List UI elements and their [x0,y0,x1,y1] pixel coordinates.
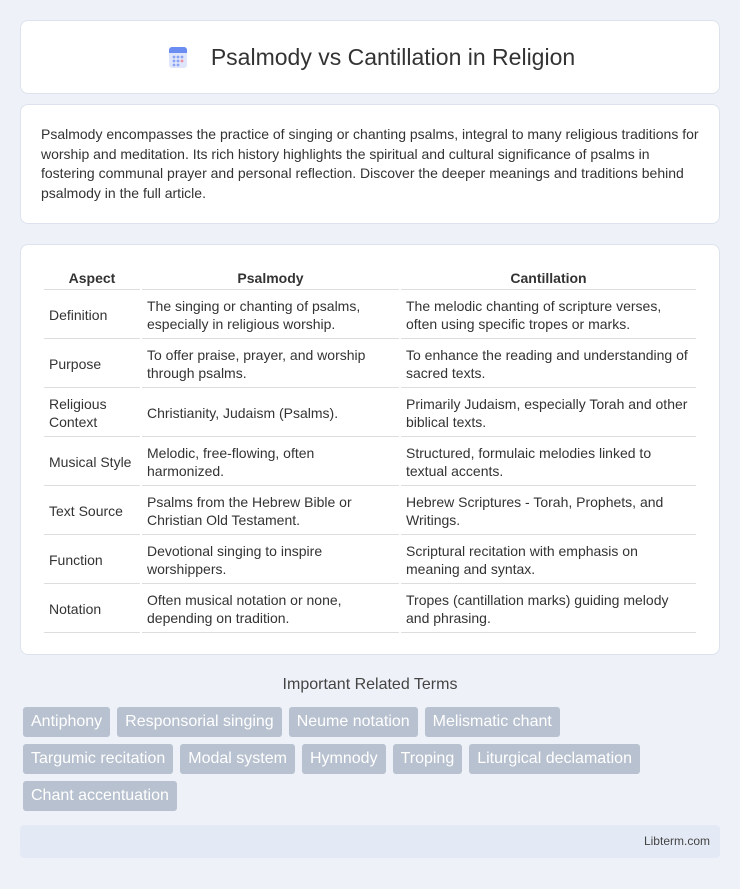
psalmody-cell: Psalms from the Hebrew Bible or Christian Old Testament. [142,488,399,535]
psalmody-cell: Christianity, Judaism (Psalms). [142,390,399,437]
term-tag[interactable]: Troping [393,744,463,774]
cantillation-cell: Structured, formulaic melodies linked to textual accents. [401,439,696,486]
aspect-cell: Musical Style [44,439,140,486]
term-tag[interactable]: Hymnody [302,744,386,774]
page-title: Psalmody vs Cantillation in Religion [210,43,576,70]
term-tag[interactable]: Antiphony [23,707,110,737]
aspect-cell: Text Source [44,488,140,535]
term-tag[interactable]: Chant accentuation [23,781,177,811]
table-row [44,537,696,584]
psalmody-cell: To offer praise, prayer, and worship through psalms. [142,341,399,388]
cantillation-cell: Hebrew Scriptures - Torah, Prophets, and Writings. [401,488,696,535]
cantillation-cell: Tropes (cantillation marks) guiding melody and phrasing. [401,586,696,633]
comparison-table [42,265,698,635]
footer [20,825,720,858]
table-row [44,439,696,486]
cantillation-cell: Scriptural recitation with emphasis on meaning and syntax. [401,537,696,584]
intro-card [20,104,720,224]
term-tag[interactable]: Responsorial singing [117,707,282,737]
term-tag[interactable]: Liturgical declamation [469,744,640,774]
table-row [44,341,696,388]
psalmody-cell: Devotional singing to inspire worshippers. [142,537,399,584]
cantillation-cell: To enhance the reading and understanding of sacred texts. [401,341,696,388]
aspect-cell: Purpose [44,341,140,388]
term-tag[interactable]: Modal system [180,744,295,774]
related-terms-list [23,707,713,818]
related-terms-title: Important Related Terms [282,676,458,693]
table-row [44,586,696,633]
term-tag[interactable]: Melismatic chant [425,707,560,737]
psalmody-cell: Melodic, free-flowing, often harmonized. [142,439,399,486]
header-cantillation: Cantillation [401,267,696,290]
header-card [20,20,720,94]
table-row [44,292,696,339]
comparison-table-card [20,244,720,655]
aspect-cell: Notation [44,586,140,633]
intro-text: Psalmody encompasses the practice of singing or chanting psalms, integral to many religious traditions for worship and meditation. Its rich history highlights the spiritual and cultural significance of psalms in fostering communal prayer and personal reflection. Discover the deeper meanings and traditions behind psalmody in the full article. [41,126,699,201]
cantillation-cell: The melodic chanting of scripture verses, often using specific tropes or marks. [401,292,696,339]
document-icon [165,44,191,70]
term-tag[interactable]: Targumic recitation [23,744,173,774]
psalmody-cell: Often musical notation or none, depending on tradition. [142,586,399,633]
table-header-row [44,267,696,290]
table-row [44,488,696,535]
aspect-cell: Definition [44,292,140,339]
header-psalmody: Psalmody [142,267,399,290]
aspect-cell: Function [44,537,140,584]
footer-site-link[interactable]: Libterm.com [643,834,710,848]
term-tag[interactable]: Neume notation [289,707,418,737]
header-aspect: Aspect [44,267,140,290]
table-row [44,390,696,437]
cantillation-cell: Primarily Judaism, especially Torah and other biblical texts. [401,390,696,437]
psalmody-cell: The singing or chanting of psalms, especially in religious worship. [142,292,399,339]
aspect-cell: Religious Context [44,390,140,437]
